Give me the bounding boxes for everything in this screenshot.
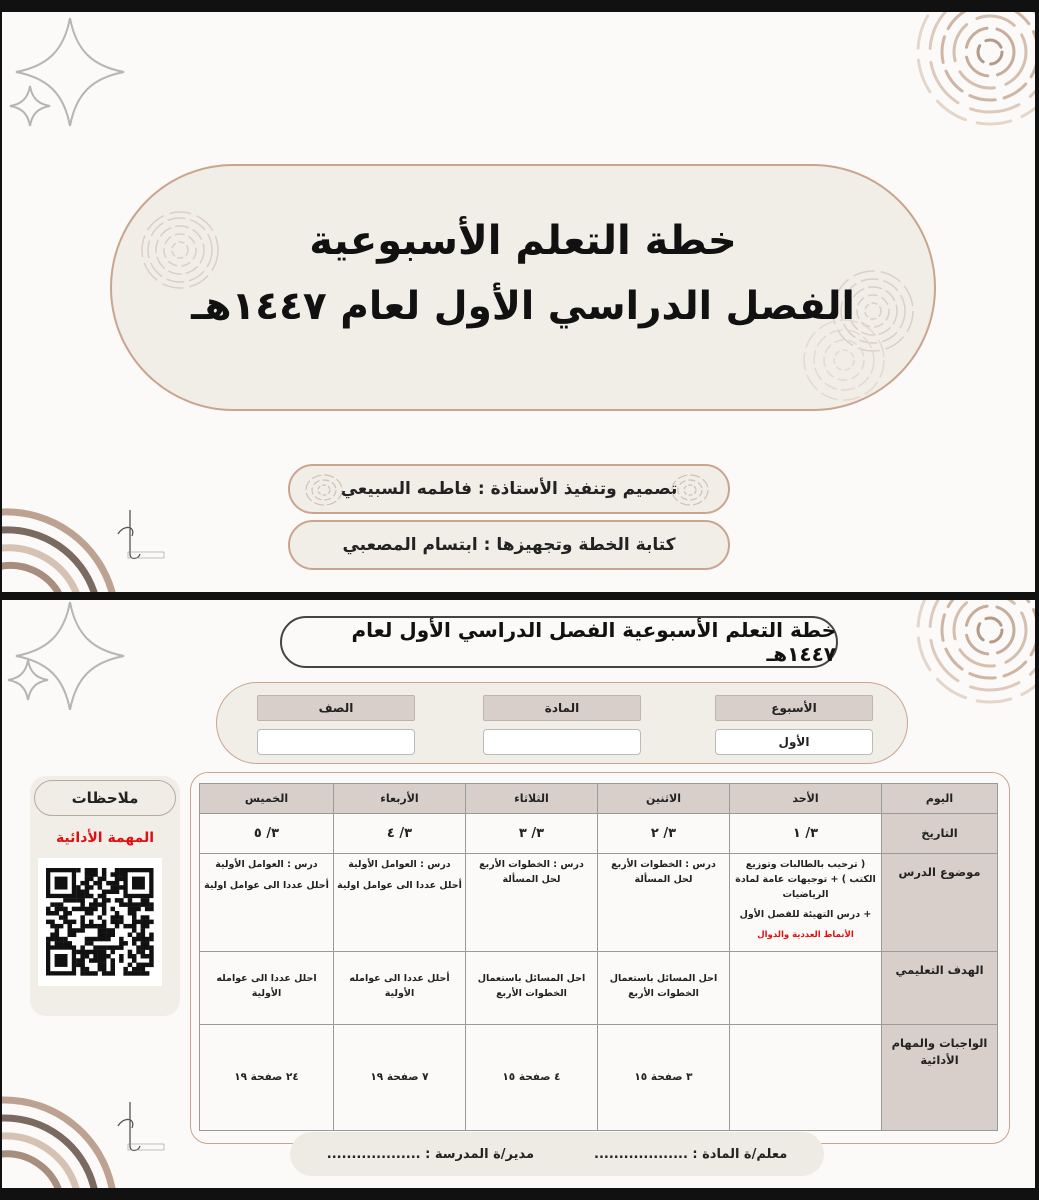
- writing-credit-pill: [288, 520, 730, 570]
- design-credit-text: تصميم وتنفيذ الأستاذة : فاطمه السبيعي: [340, 479, 678, 499]
- goal-cell: احل المسائل باستعمال الخطوات الأربع: [466, 952, 598, 1024]
- topic-cell: [598, 854, 730, 952]
- goal-cell: احل المسائل باستعمال الخطوات الأربع: [598, 952, 730, 1024]
- info-panel: [216, 682, 908, 764]
- day-monday: الاثنين: [598, 784, 730, 814]
- performance-task-label: المهمة الأدائية: [55, 830, 155, 846]
- bottom-edge: [0, 1188, 1039, 1200]
- table-row: [200, 784, 998, 814]
- sparkle-decoration: [2, 12, 132, 132]
- title-pill: [110, 164, 936, 411]
- day-wednesday: الأربعاء: [334, 784, 466, 814]
- signature-logo: [110, 1096, 170, 1158]
- swirl-decoration: [304, 472, 344, 508]
- top-edge: [0, 0, 1039, 12]
- topic-cell: [466, 854, 598, 952]
- topic-text: أحلل عددا الى عوامل اولية: [337, 879, 462, 891]
- day-tuesday: الثلاثاء: [466, 784, 598, 814]
- topic-text: درس : العوامل الأولية: [348, 859, 451, 871]
- main-title-line1: خطة التعلم الأسبوعية: [309, 218, 737, 264]
- topic-text: ( ترحيب بالطالبات وتوزيع الكتب ) + توجيهات عامة لمادة الرياضيات: [735, 859, 876, 900]
- homework-cell: ٣ صفحة ١٥: [598, 1024, 730, 1130]
- notes-card: [30, 776, 180, 1016]
- swirl-decoration: [900, 600, 1035, 710]
- swirl-decoration: [802, 318, 886, 402]
- date-cell: ٣/ ٣: [466, 814, 598, 854]
- homework-cell: ٧ صفحة ١٩: [334, 1024, 466, 1130]
- slide-divider: [0, 592, 1039, 600]
- topic-text: درس : العوامل الأولية: [215, 859, 318, 871]
- signature-logo: [110, 504, 170, 566]
- notes-title: ملاحظات: [34, 780, 176, 816]
- date-cell: ٣/ ٢: [598, 814, 730, 854]
- grade-field[interactable]: [257, 729, 415, 755]
- sparkle-decoration: [2, 600, 132, 710]
- date-cell: ٣/ ٥: [200, 814, 334, 854]
- signature-bar: [290, 1132, 824, 1176]
- day-sunday: الأحد: [730, 784, 882, 814]
- day-thursday: الخميس: [200, 784, 334, 814]
- date-row-header: التاريخ: [882, 814, 998, 854]
- table-row: [200, 854, 998, 952]
- homework-cell: [730, 1024, 882, 1130]
- writing-credit-text: كتابة الخطة وتجهيزها : ابتسام المصعبي: [342, 535, 676, 555]
- weekly-plan-slide: [2, 600, 1035, 1188]
- weekly-plan-table: [199, 783, 998, 1131]
- week-label: الأسبوع: [715, 695, 873, 721]
- qr-code-icon: [38, 858, 162, 986]
- swirl-decoration: [900, 12, 1035, 132]
- goal-cell: أحلل عددا الى عوامله الأولية: [334, 952, 466, 1024]
- topic-cell: [730, 854, 882, 952]
- table-row: [200, 952, 998, 1024]
- table-row: [200, 814, 998, 854]
- plan-heading-text: خطة التعلم الأسبوعية الفصل الدراسي الأول لعام ١٤٤٧هـ: [351, 618, 836, 666]
- topic-text: درس : الخطوات الأربع لحل المسألة: [479, 859, 584, 885]
- plan-heading: [280, 616, 838, 668]
- topic-highlight: الأنماط العددية والدوال: [757, 930, 854, 941]
- grade-label: الصف: [257, 695, 415, 721]
- date-cell: ٣/ ٤: [334, 814, 466, 854]
- week-field[interactable]: الأول: [715, 729, 873, 755]
- date-cell: ٣/ ١: [730, 814, 882, 854]
- subject-label: المادة: [483, 695, 641, 721]
- table-row: [200, 1024, 998, 1130]
- homework-row-header: الواجبات والمهام الأدائية: [882, 1024, 998, 1130]
- cover-slide: [2, 12, 1035, 592]
- goal-cell: احلل عددا الى عوامله الأولية: [200, 952, 334, 1024]
- subject-field[interactable]: [483, 729, 641, 755]
- goal-row-header: الهدف التعليمي: [882, 952, 998, 1024]
- homework-cell: ٢٤ صفحة ١٩: [200, 1024, 334, 1130]
- principal-signature: مدير/ة المدرسة : ...................: [326, 1146, 535, 1162]
- teacher-signature: معلم/ة المادة : ...................: [594, 1146, 788, 1162]
- plan-table-frame: [190, 772, 1010, 1144]
- qr-code[interactable]: [38, 858, 162, 986]
- topic-cell: [334, 854, 466, 952]
- topic-text: + درس التهيئة للفصل الأول: [739, 909, 872, 921]
- topic-text: أحلل عددا الى عوامل اولية: [204, 879, 329, 891]
- day-row-header: اليوم: [882, 784, 998, 814]
- topic-row-header: موضوع الدرس: [882, 854, 998, 952]
- design-credit-pill: [288, 464, 730, 514]
- goal-cell: [730, 952, 882, 1024]
- homework-cell: ٤ صفحة ١٥: [466, 1024, 598, 1130]
- topic-text: درس : الخطوات الأربع لحل المسألة: [611, 859, 716, 885]
- topic-cell: [200, 854, 334, 952]
- main-title-line2: الفصل الدراسي الأول لعام ١٤٤٧هـ: [191, 284, 855, 329]
